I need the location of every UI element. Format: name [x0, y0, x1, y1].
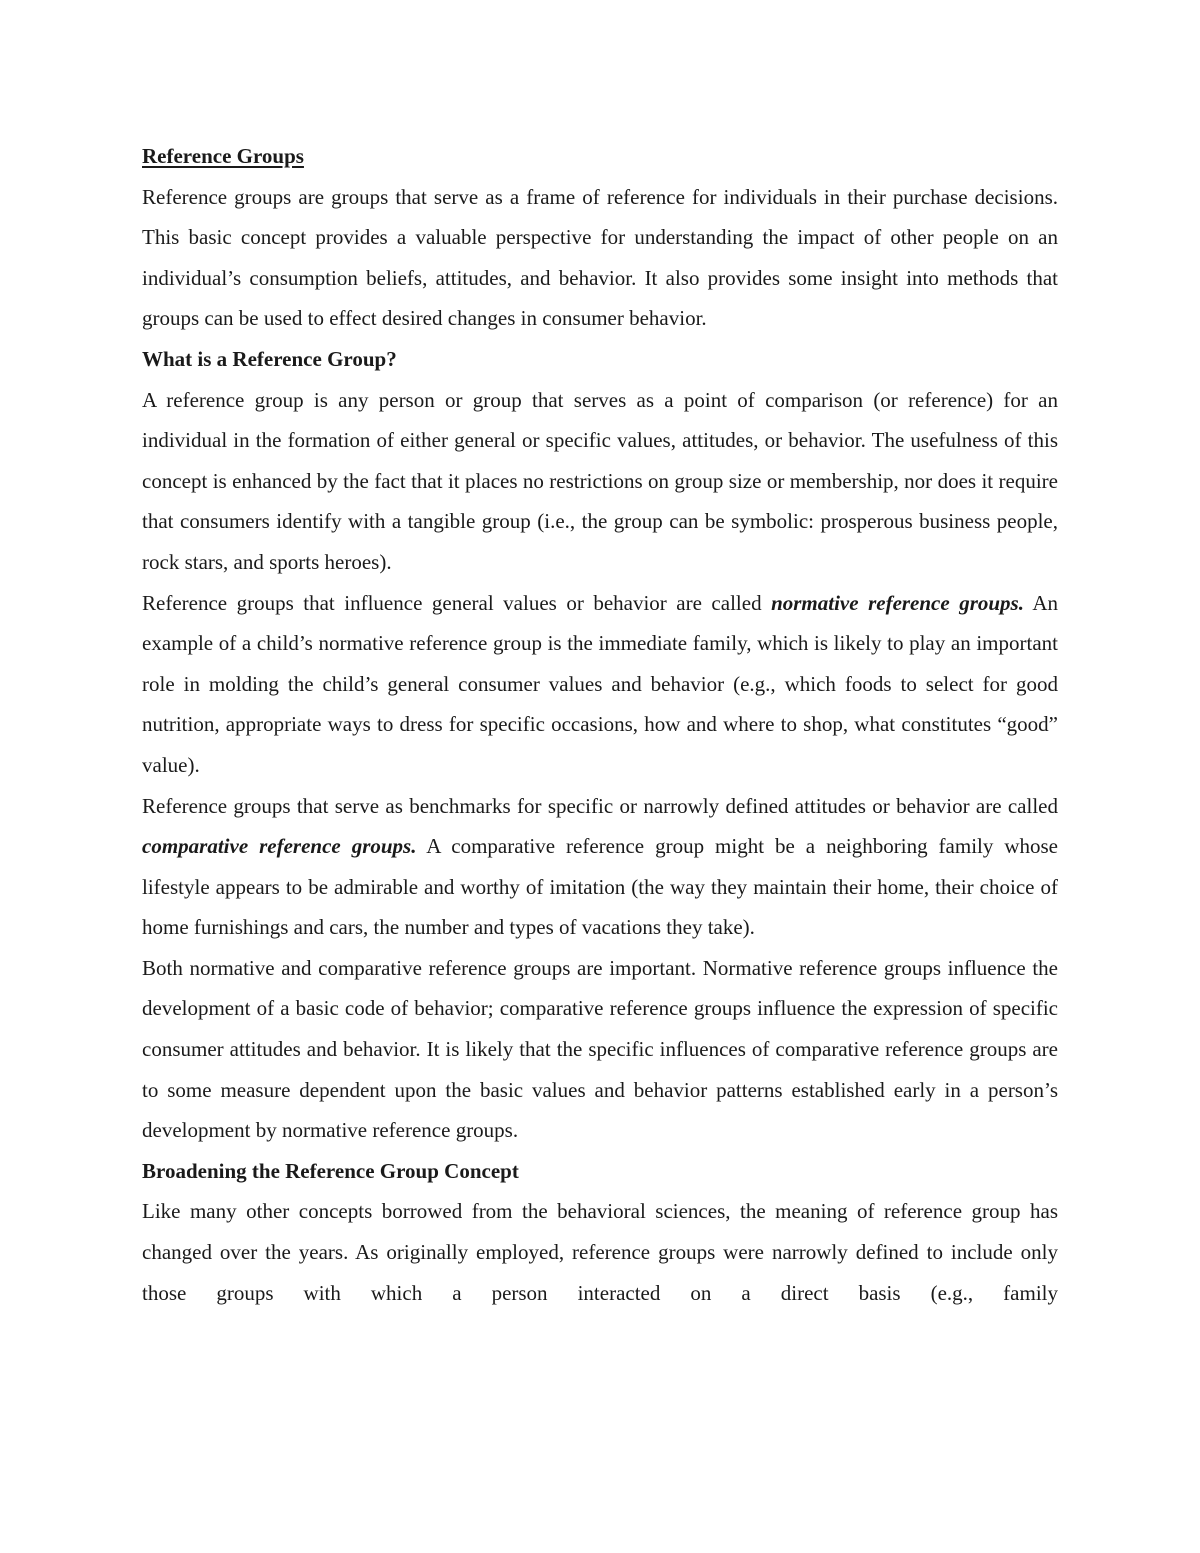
section-heading-what-is: What is a Reference Group?: [142, 346, 397, 371]
normative-text-after: An example of a child’s normative reference group is the immediate family, which is likely to play an important role in molding the child’s general consumer values and behavior (e.g., which foods to select for good nutrition, appropriate ways to dress for specific occasions, how and where to shop, what constitutes “good” value).: [142, 590, 1058, 777]
intro-paragraph: Reference groups are groups that serve as a frame of reference for individuals in their purchase decisions. This basic concept provides a valuable perspective for understanding the impact of other people on an individual’s consumption beliefs, attitudes, and behavior. It also provides some insight into methods that groups can be used to effect desired changes in consumer behavior.: [142, 184, 1058, 331]
comparative-text-before: Reference groups that serve as benchmarks for specific or narrowly defined attitudes or behavior are called: [142, 793, 1058, 818]
comparative-paragraph: [142, 786, 1058, 948]
normative-text-before: Reference groups that influence general values or behavior are called: [142, 590, 772, 615]
comparative-text-after: A comparative reference group might be a neighboring family whose lifestyle appears to be admirable and worthy of imitation (the way they maintain their home, their choice of home furnishings and cars, the number and types of vacations they take).: [142, 834, 1058, 940]
normative-term: normative reference groups.: [771, 590, 1024, 615]
normative-paragraph: [142, 583, 1058, 786]
document-page: [142, 136, 1058, 1313]
comparative-term: comparative reference groups.: [142, 834, 417, 859]
broadening-paragraph: Like many other concepts borrowed from the behavioral sciences, the meaning of reference group has changed over the years. As originally employed, reference groups were narrowly defined to include only those groups with which a person interacted on a direct basis (e.g., family: [142, 1199, 1058, 1305]
definition-paragraph: A reference group is any person or group that serves as a point of comparison (or reference) for an individual in the formation of either general or specific values, attitudes, or behavior. The usefulness of this concept is enhanced by the fact that it places no restrictions on group size or membership, nor does it require that consumers identify with a tangible group (i.e., the group can be symbolic: prosperous business people, rock stars, and sports heroes).: [142, 387, 1058, 574]
document-title: Reference Groups: [142, 144, 304, 168]
section-heading-broadening: Broadening the Reference Group Concept: [142, 1158, 519, 1183]
both-groups-paragraph: Both normative and comparative reference groups are important. Normative reference groups influence the development of a basic code of behavior; comparative reference groups influence the expression of specific consumer attitudes and behavior. It is likely that the specific influences of comparative reference groups are to some measure dependent upon the basic values and behavior patterns established early in a person’s development by normative reference groups.: [142, 955, 1058, 1143]
